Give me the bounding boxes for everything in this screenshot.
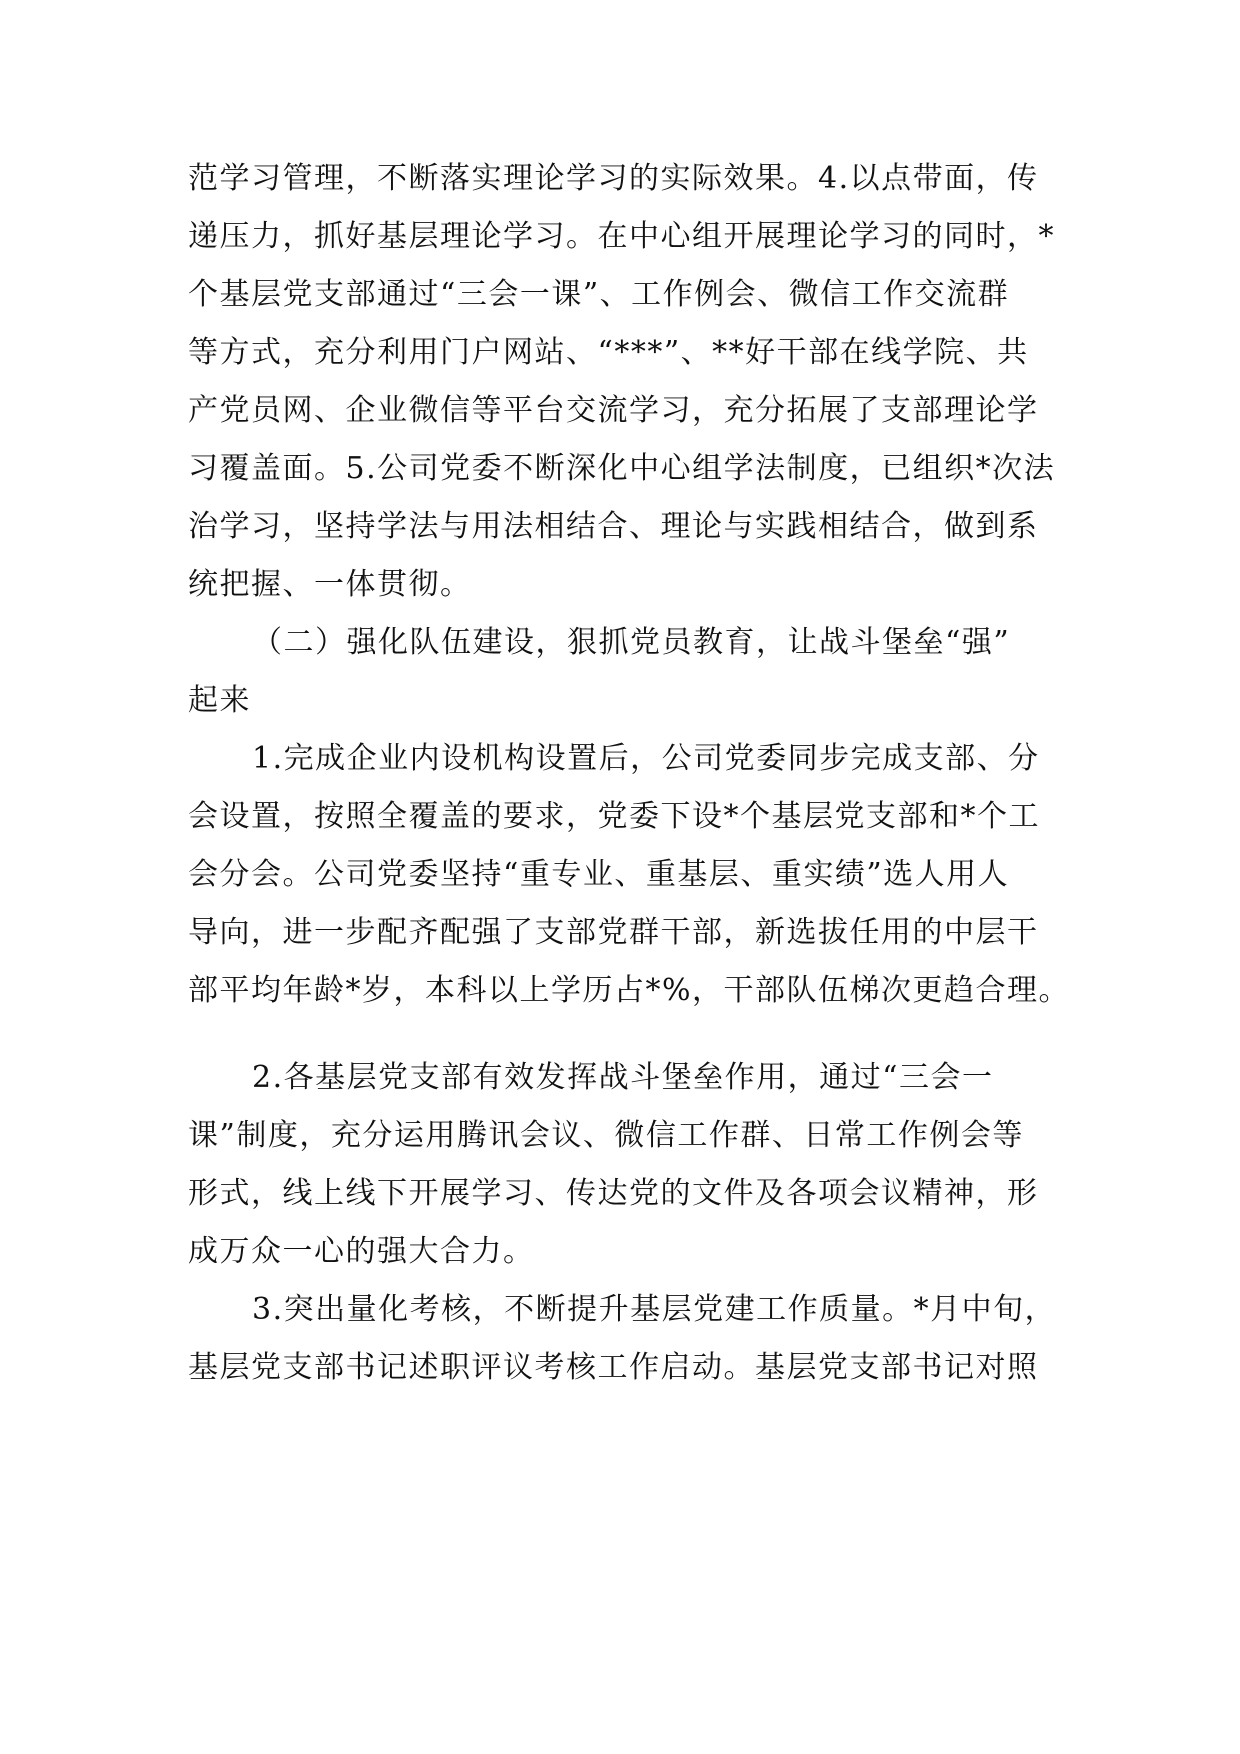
paragraph-line: 产党员网、企业微信等平台交流学习，充分拓展了支部理论学 xyxy=(188,393,1039,428)
paragraph-line: 会设置，按照全覆盖的要求，党委下设*个基层党支部和*个工 xyxy=(188,799,1040,834)
paragraph-line: 范学习管理，不断落实理论学习的实际效果。4.以点带面，传 xyxy=(188,161,1039,196)
paragraph-line: 部平均年龄*岁，本科以上学历占*%，干部队伍梯次更趋合理。 xyxy=(188,973,1071,1008)
paragraph-line: 2.各基层党支部有效发挥战斗堡垒作用，通过“三会一 xyxy=(252,1060,994,1095)
paragraph-line: 课”制度，充分运用腾讯会议、微信工作群、日常工作例会等 xyxy=(188,1118,1024,1153)
paragraph-line: 等方式，充分利用门户网站、“***”、**好干部在线学院、共 xyxy=(188,335,1029,370)
paragraph-line: 个基层党支部通过“三会一课”、工作例会、微信工作交流群 xyxy=(188,277,1010,312)
paragraph-line: 递压力，抓好基层理论学习。在中心组开展理论学习的同时，* xyxy=(188,219,1055,254)
paragraph-line: 基层党支部书记述职评议考核工作启动。基层党支部书记对照 xyxy=(188,1350,1039,1385)
section-heading: （二）强化队伍建设，狠抓党员教育，让战斗堡垒“强” xyxy=(252,625,1011,660)
paragraph-line: 统把握、一体贯彻。 xyxy=(188,567,472,602)
paragraph-line: 1.完成企业内设机构设置后，公司党委同步完成支部、分 xyxy=(252,741,1040,776)
section-heading-continuation: 起来 xyxy=(188,683,251,718)
paragraph-line: 形式，线上线下开展学习、传达党的文件及各项会议精神，形 xyxy=(188,1176,1039,1211)
paragraph-line: 治学习，坚持学法与用法相结合、理论与实践相结合，做到系 xyxy=(188,509,1039,544)
paragraph-line: 习覆盖面。5.公司党委不断深化中心组学法制度，已组织*次法 xyxy=(188,451,1056,486)
paragraph-line: 导向，进一步配齐配强了支部党群干部，新选拔任用的中层干 xyxy=(188,915,1039,950)
paragraph-line: 3.突出量化考核，不断提升基层党建工作质量。*月中旬， xyxy=(252,1292,1057,1327)
paragraph-line: 会分会。公司党委坚持“重专业、重基层、重实绩”选人用人 xyxy=(188,857,1010,892)
paragraph-line: 成万众一心的强大合力。 xyxy=(188,1234,535,1269)
